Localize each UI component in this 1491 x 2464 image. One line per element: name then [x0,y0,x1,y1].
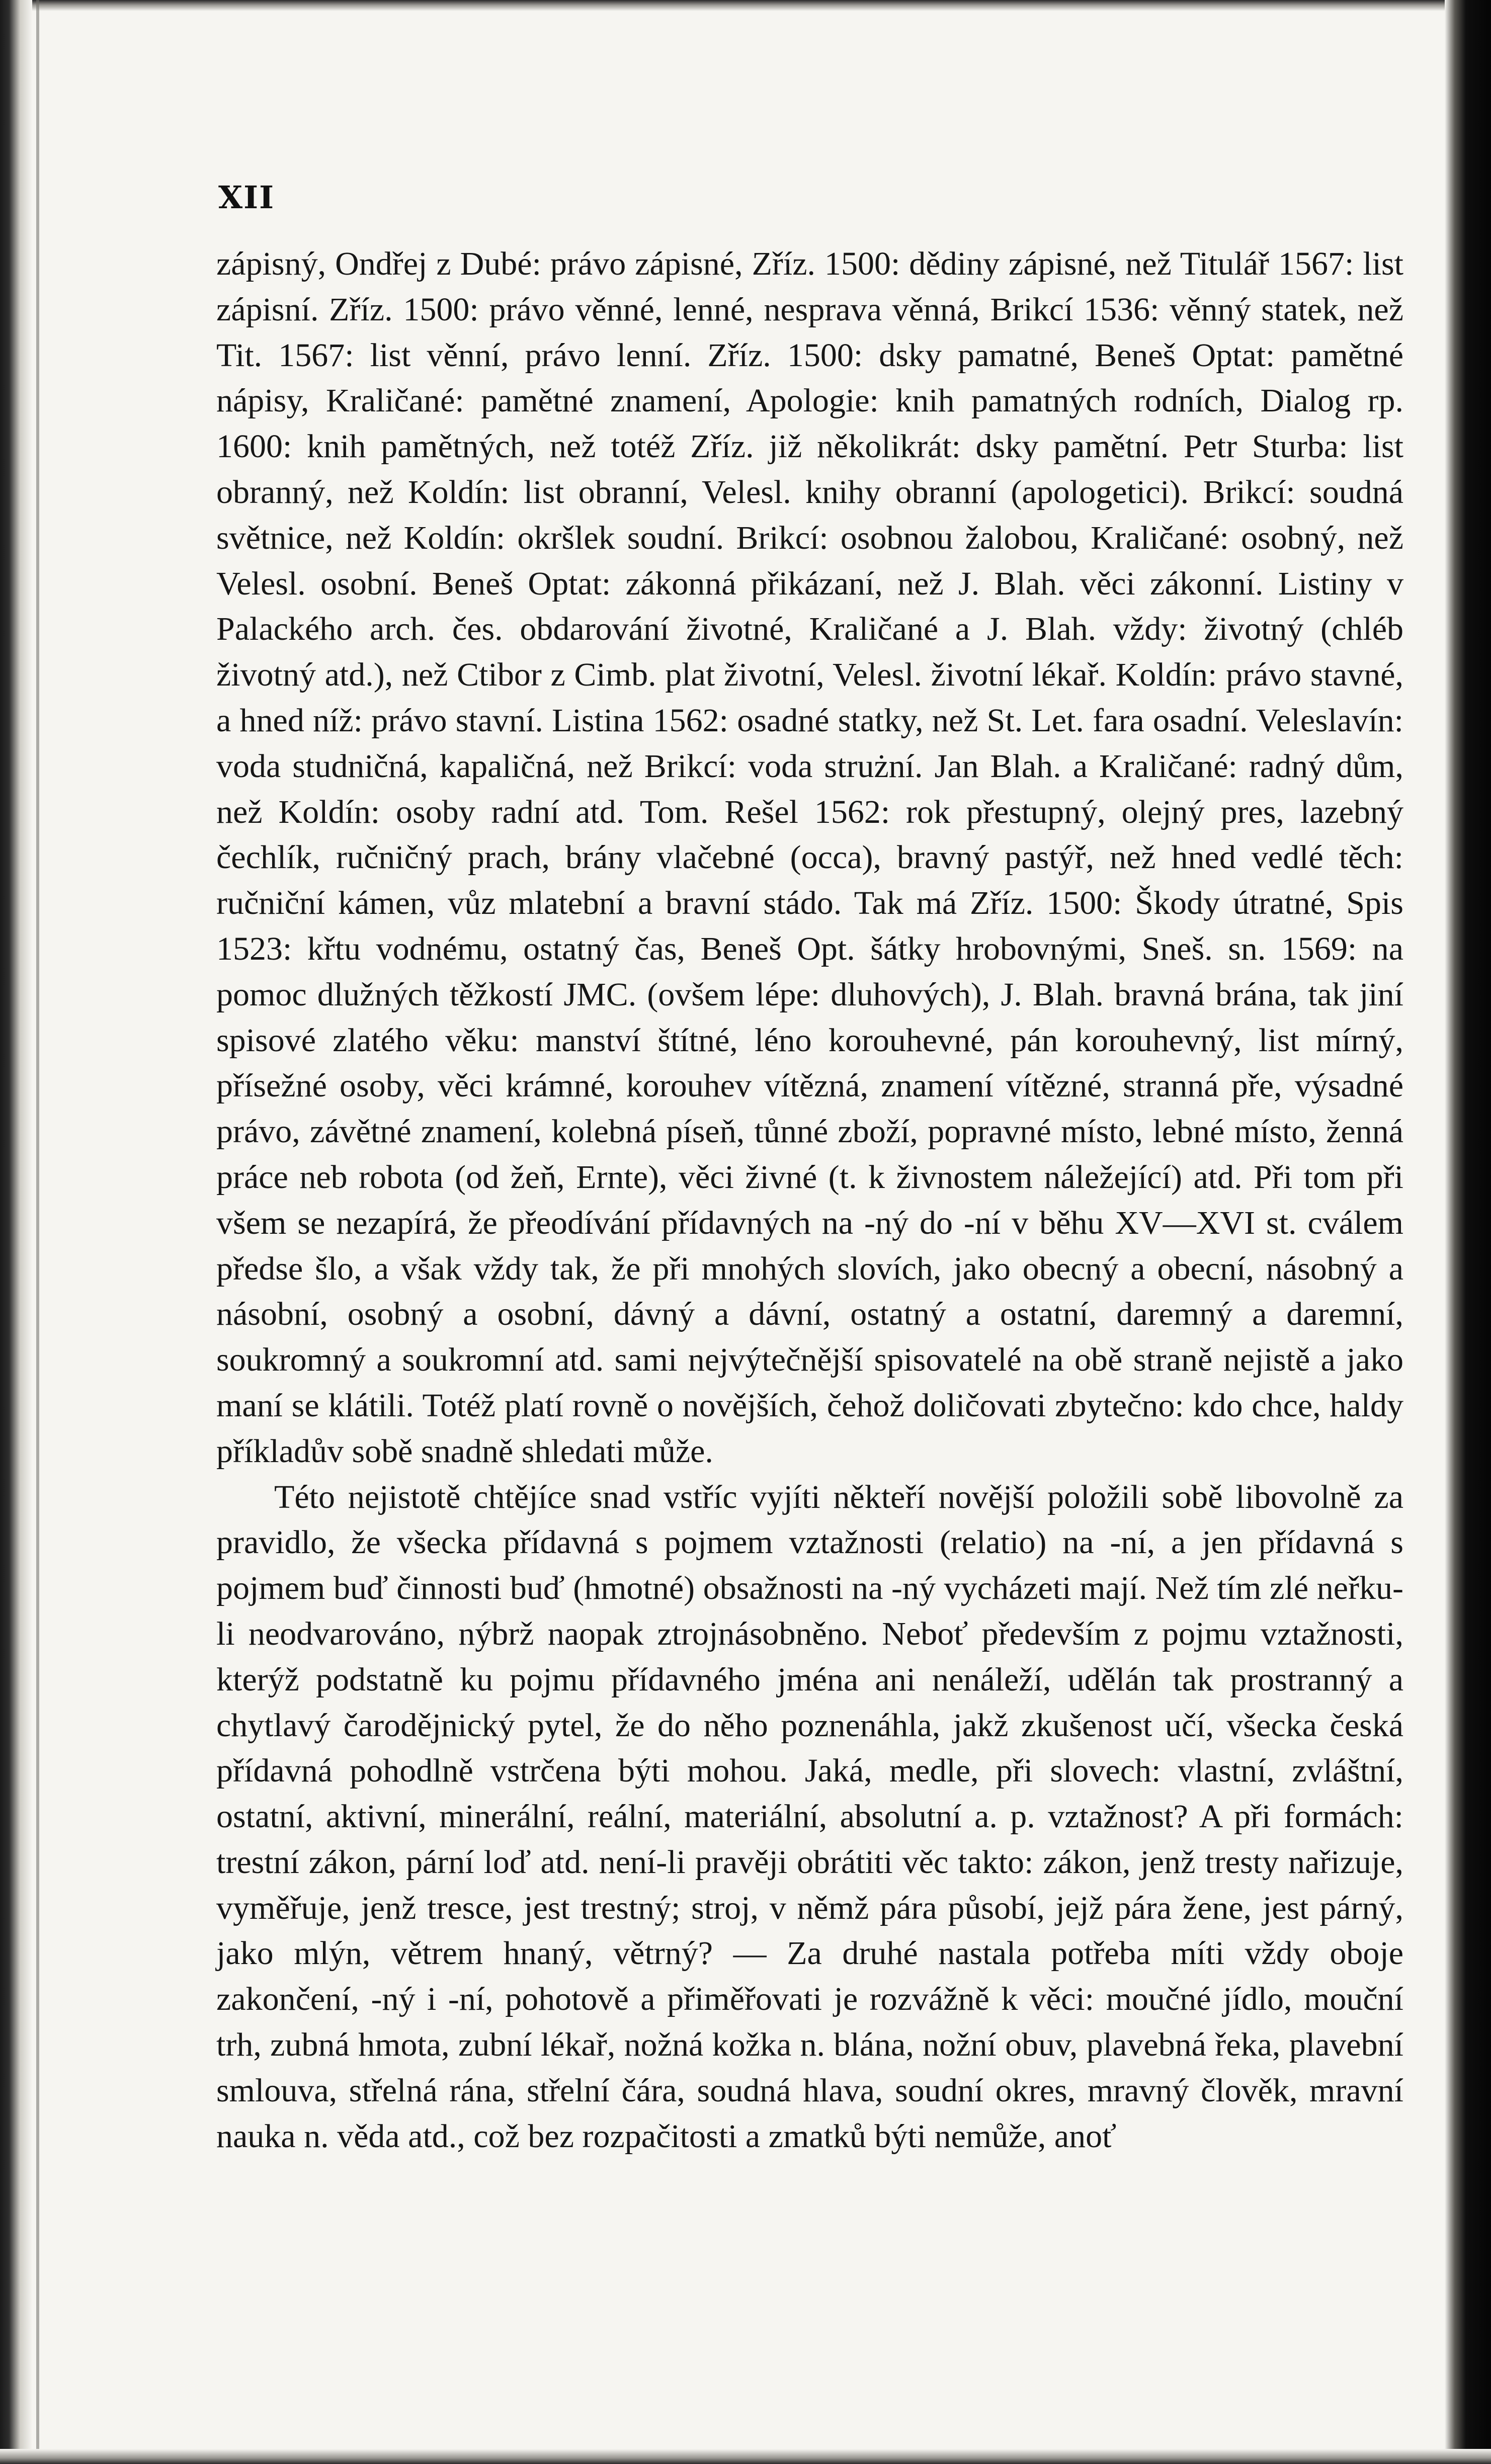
scan-edge-bottom [0,2449,1491,2464]
page-number: XII [218,179,275,216]
scan-edge-right [1445,0,1491,2464]
scan-edge-left [0,0,32,2464]
paragraph: Této nejistotě chtějíce snad vstříc vyjíti někteří novější položili sobě libovolně za pravidlo, že všecka přídavná s pojmem vztažnosti (relatio) na -ní, a jen přídavná s pojmem buď činnosti buď (hmotné) obsažnosti na -ný vycházeti mají. Než tím zlé neřku-li neodvarováno, nýbrž naopak ztrojnásobněno. Neboť především z pojmu vztažnosti, kterýž podstatně ku pojmu přídavného jména ani nenáleží, udělán tak prostranný a chytlavý čarodějnický pytel, že do něho poznenáhla, jakž zkušenost učí, všecka česká přídavná pohodlně vstrčena býti mohou. Jaká, medle, při slovech: vlastní, zvláštní, ostatní, aktivní, minerální, reální, materiální, absolutní a. p. vztažnost? A při formách: trestní zákon, pární loď atd. není-li pravěji obrátiti věc takto: zákon, jenž tresty nařizuje, vyměřuje, jenž tresce, jest trestný; stroj, v němž pára působí, jejž pára žene, jest párný, jako mlýn, větrem hnaný, větrný? — Za druhé nastala potřeba míti vždy oboje zakončení, -ný i -ní, pohotově a přiměřovati je rozvážně k věci: moučné jídlo, mouční trh, zubná hmota, zubní lékař, nožná kožka n. blána, nožní obuv, plavebná řeka, plavební smlouva, střelná rána, střelní čára, soudná hlava, soudní okres, mravný člověk, mravní nauka n. věda atd., což bez rozpačitosti a zmatků býti nemůže, anoť [216,1478,1403,2155]
binding-shadow-line [36,0,39,2464]
paragraph: zápisný, Ondřej z Dubé: právo zápisné, Zříz. 1500: dědiny zápisné, než Titulář 1567: list zápisní. Zříz. 1500: právo věnné, lenné, nesprava věnná, Brikcí 1536: věnný statek, než Tit. 1567: list věnní, právo lenní. Zříz. 1500: dsky pamatné, Beneš Optat: pamětné nápisy, Kraličané: pamětné znamení, Apologie: knih pamatných rodních, Dialog rp. 1600: knih pamětných, než totéž Zříz. již několikrát: dsky pamětní. Petr Sturba: list obranný, než Koldín: list obranní, Velesl. knihy obranní (apologetici). Brikcí: soudná světnice, než Koldín: okršlek soudní. Brikcí: osobnou žalobou, Kraličané: osobný, než Velesl. osobní. Beneš Optat: zákonná přikázaní, než J. Blah. věci zákonní. Listiny v Palackého arch. čes. obdarování životné, Kraličané a J. Blah. vždy: životný (chléb životný atd.), než Ctibor z Cimb. plat životní, Velesl. životní lékař. Koldín: právo stavné, a hned níž: právo stavní. Listina 1562: osadné statky, než St. Let. fara osadní. Veleslavín: voda studničná, kapaličná, než Brikcí: voda strużní. Jan Blah. a Kraličané: radný dům, než Koldín: osoby radní atd. Tom. Rešel 1562: rok přestupný, olejný pres, lazebný čechlík, ručničný prach, brány vlačebné (occa), bravný pastýř, než hned vedlé těch: ručniční kámen, vůz mlatební a bravní stádo. Tak má Zříz. 1500: Škody útratné, Spis 1523: křtu vodnému, ostatný čas, Beneš Opt. šátky hrobovnými, Sneš. sn. 1569: na pomoc dlužných těžkostí JMC. (ovšem lépe: dluhových), J. Blah. bravná brána, tak jiní spisové zlatého věku: manství štítné, léno korouhevné, pán korouhevný, list mírný, přísežné osoby, věci krámné, korouhev vítězná, znamení vítězné, stranná pře, výsadné právo, závětné znamení, kolebná píseň, tůnné zboží, popravné místo, lebné místo, ženná práce neb robota (od žeň, Ernte), věci živné (t. k živnostem náležející) atd. Při tom při všem se nezapírá, že přeodívání přídavných na -ný do -ní v běhu XV—XVI st. cválem předse šlo, a však vždy tak, že při mnohých slovích, jako obecný a obecní, násobný a násobní, osobný a osobní, dávný a dávní, ostatný a ostatní, daremný a daremní, soukromný a soukromní atd. sami nejvýtečnější spisovatelé na obě straně nejistě a jako maní se klátili. Totéž platí rovně o novějších, čehož doličovati zbytečno: kdo chce, haldy příkladův sobě snadně shledati může. [216,245,1403,1470]
body-text [216,241,1403,2159]
scan-edge-top [0,0,1491,11]
